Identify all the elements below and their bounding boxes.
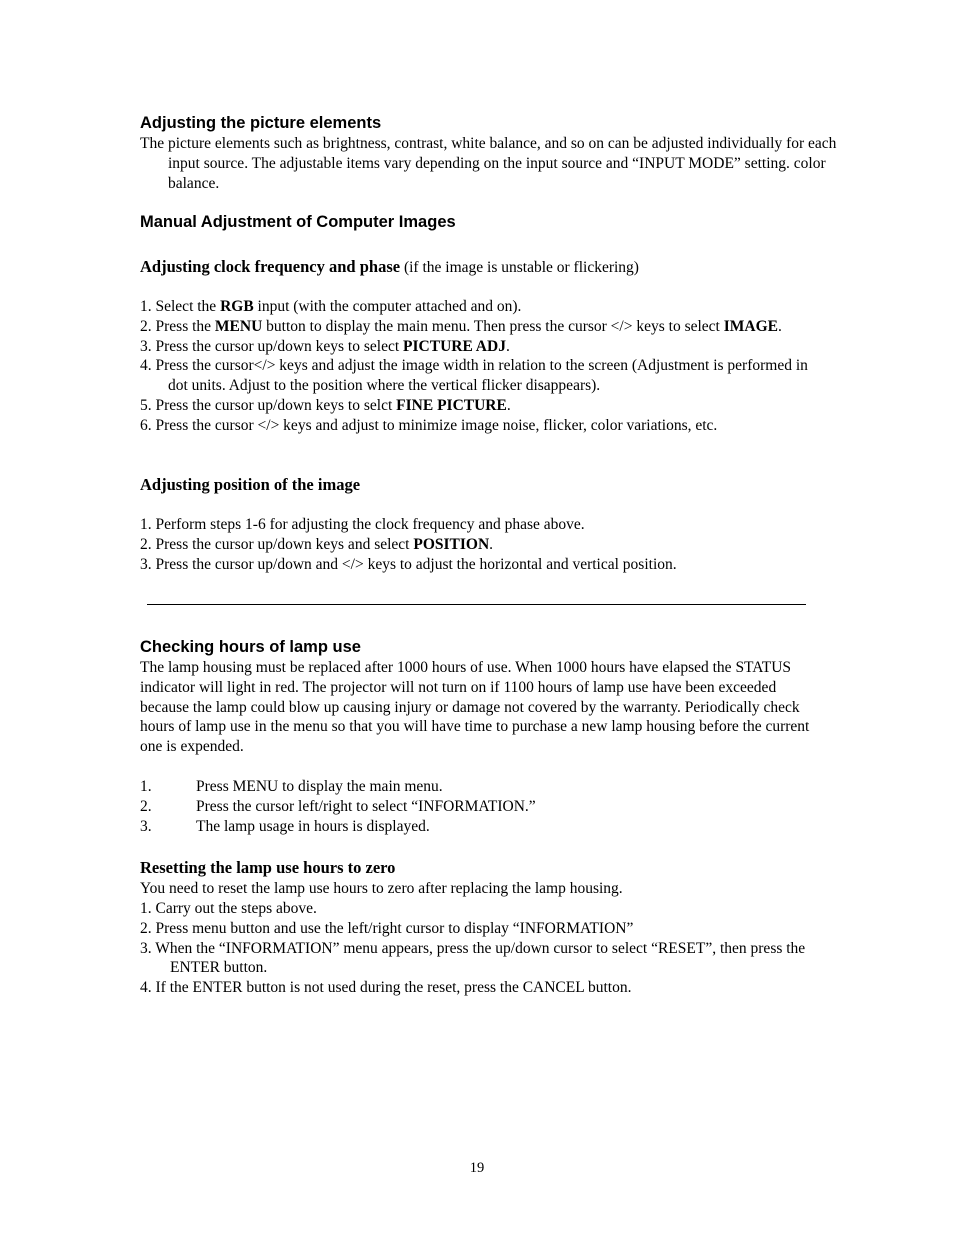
heading-resetting-lamp-hours: Resetting the lamp use hours to zero — [140, 858, 396, 877]
reset-step-3: 3. When the “INFORMATION” menu appears, press the up/down cursor to select “RESET”, then press the ENTER button. — [140, 939, 806, 977]
heading-clock-frequency-phase — [140, 257, 816, 278]
lamp-step: 1. Press MENU to display the main menu. — [140, 778, 443, 795]
heading-clock-note: (if the image is unstable or flickering) — [400, 259, 639, 276]
reset-intro: You need to reset the lamp use hours to zero after replacing the lamp housing. — [140, 880, 623, 897]
clock-step-2: 2. Press the MENU button to display the main menu. Then press the cursor </> keys to select IMAGE. — [140, 317, 782, 335]
paragraph-lamp-hours: The lamp housing must be replaced after 1000 hours of use. When 1000 hours have elapsed the STATUS indicator will light in red. The projector will not turn on if 1100 hours of lamp use have been exceeded because the lamp could blow up causing injury or damage not covered by the warranty. Periodically check hours of lamp use in the menu so that you will have time to purchase a new lamp housing before the current one is expended. — [140, 659, 810, 756]
lamp-step: 2. Press the cursor left/right to select “INFORMATION.” — [140, 797, 536, 815]
page-number: 19 — [469, 1160, 485, 1176]
clock-step-3: 3. Press the cursor up/down keys to select PICTURE ADJ. — [140, 337, 510, 355]
lamp-steps-list — [140, 777, 816, 836]
clock-steps-list — [140, 297, 816, 436]
heading-manual-adjustment: Manual Adjustment of Computer Images — [140, 213, 456, 231]
paragraph-picture-elements: The picture elements such as brightness, contrast, white balance, and so on can be adjusted individually for each input source. The adjustable items vary depending on the input source and “INPUT MODE” setting. color balance. — [140, 135, 837, 192]
clock-step-1: 1. Select the RGB input (with the computer attached and on). — [140, 298, 522, 315]
heading-adjusting-picture-elements: Adjusting the picture elements — [140, 114, 382, 132]
position-step-1: 1. Perform steps 1-6 for adjusting the clock frequency and phase above. — [140, 516, 585, 533]
reset-steps-list — [140, 899, 816, 998]
horizontal-divider — [147, 604, 806, 605]
lamp-step: 3. The lamp usage in hours is displayed. — [140, 817, 430, 835]
heading-clock-bold: Adjusting clock frequency and phase — [140, 257, 401, 276]
clock-step-5: 5. Press the cursor up/down keys to selct FINE PICTURE. — [140, 396, 511, 414]
reset-step-2: 2. Press menu button and use the left/right cursor to display “INFORMATION” — [140, 919, 634, 937]
heading-checking-lamp-hours: Checking hours of lamp use — [140, 638, 361, 656]
position-step-3: 3. Press the cursor up/down and </> keys to adjust the horizontal and vertical position. — [140, 555, 677, 573]
reset-step-4: 4. If the ENTER button is not used during the reset, press the CANCEL button. — [140, 979, 632, 997]
position-steps-list — [140, 515, 816, 574]
position-step-2: 2. Press the cursor up/down keys and select POSITION. — [140, 535, 494, 553]
clock-step-4: 4. Press the cursor</> keys and adjust the image width in relation to the screen (Adjustment is performed in dot units. Adjust to the position where the vertical flicker disappears). — [140, 357, 808, 395]
reset-step-1: 1. Carry out the steps above. — [140, 900, 317, 917]
clock-step-6: 6. Press the cursor </> keys and adjust to minimize image noise, flicker, color variations, etc. — [140, 416, 718, 434]
heading-adjusting-position: Adjusting position of the image — [140, 475, 361, 494]
